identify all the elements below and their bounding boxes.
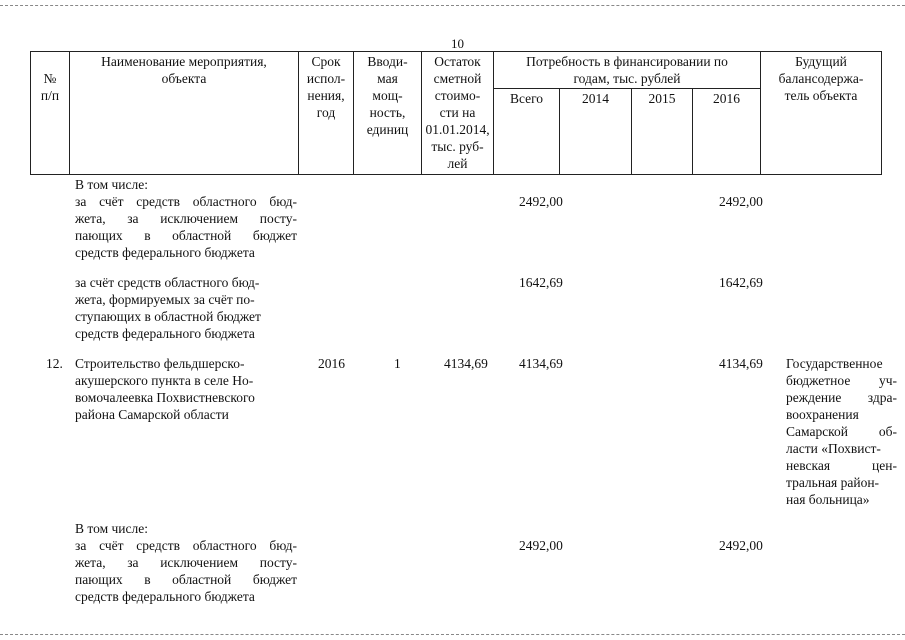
page-number: 10 [451, 36, 464, 51]
row12-holder-line-8: тральная район- [786, 475, 880, 490]
row12-name-line-1: Строительство фельдшерско- [75, 356, 245, 371]
incl1-fed-total: 2492,00 [519, 194, 563, 209]
row12-num: 12. [46, 356, 63, 371]
row12-term: 2016 [318, 356, 345, 371]
row12-holder-line-5: Самарской об- [786, 424, 897, 439]
incl1-form-2016: 1642,69 [719, 275, 763, 290]
row12-holder-line-4: воохранения [786, 407, 859, 422]
incl1-fed-line-1: за счёт средств областного бюд- [75, 194, 297, 209]
scan-edge-top [0, 5, 905, 6]
row12-capacity: 1 [394, 356, 401, 371]
incl1-fed-line-3: пающих в областной бюджет [75, 228, 297, 243]
incl2-title: В том числе: [75, 521, 148, 536]
row12-holder-line-6: ласти «Похвист- [786, 441, 881, 456]
incl2-fed-line-4: средств федерального бюджета [75, 589, 255, 604]
scan-edge-bottom [0, 634, 905, 635]
header-remaining: Остаток сметной стоимо- сти на 01.01.2014, тыс. руб- лей [422, 52, 494, 175]
incl1-fed-line-2: жета, за исключением посту- [75, 211, 297, 226]
incl2-fed-total: 2492,00 [519, 538, 563, 553]
incl1-form-line-2: жета, формируемых за счёт по- [75, 292, 255, 307]
row12-2016: 4134,69 [719, 356, 763, 371]
row12-holder-line-7: невская цен- [786, 458, 897, 473]
incl2-fed-line-3: пающих в областной бюджет [75, 572, 297, 587]
incl1-form-line-3: ступающих в областной бюджет [75, 309, 261, 324]
incl2-fed-line-1: за счёт средств областного бюд- [75, 538, 297, 553]
row12-name-line-4: района Самарской области [75, 407, 229, 422]
header-term: Срок испол- нения, год [299, 52, 354, 175]
table-header [30, 51, 882, 175]
incl1-form-total: 1642,69 [519, 275, 563, 290]
header-funding: Потребность в финансировании по годам, тыс. рублей [494, 52, 761, 89]
row12-holder-line-3: реждение здра- [786, 390, 897, 405]
row12-holder-line-2: бюджетное уч- [786, 373, 897, 388]
header-capacity: Вводи- мая мощ- ность, единиц [354, 52, 422, 175]
incl1-form-line-4: средств федерального бюджета [75, 326, 255, 341]
header-total: Всего [494, 89, 560, 175]
row12-name-line-3: вомочалеевка Похвистневского [75, 390, 255, 405]
row12-holder-line-1: Государственное [786, 356, 883, 371]
row12-name-line-2: акушерского пункта в селе Но- [75, 373, 254, 388]
incl2-fed-2016: 2492,00 [719, 538, 763, 553]
header-2015: 2015 [632, 89, 693, 175]
incl1-title: В том числе: [75, 177, 148, 192]
header-holder: Будущий балансодержа- тель объекта [761, 52, 882, 175]
incl1-fed-line-4: средств федерального бюджета [75, 245, 255, 260]
incl1-fed-2016: 2492,00 [719, 194, 763, 209]
incl1-form-line-1: за счёт средств областного бюд- [75, 275, 260, 290]
header-2014: 2014 [560, 89, 632, 175]
row12-total: 4134,69 [519, 356, 563, 371]
header-num: № п/п [31, 52, 70, 175]
header-name: Наименование мероприятия, объекта [70, 52, 299, 175]
row12-holder-line-9: ная больница» [786, 492, 870, 507]
incl2-fed-line-2: жета, за исключением посту- [75, 555, 297, 570]
header-2016: 2016 [693, 89, 761, 175]
row12-remaining: 4134,69 [444, 356, 488, 371]
